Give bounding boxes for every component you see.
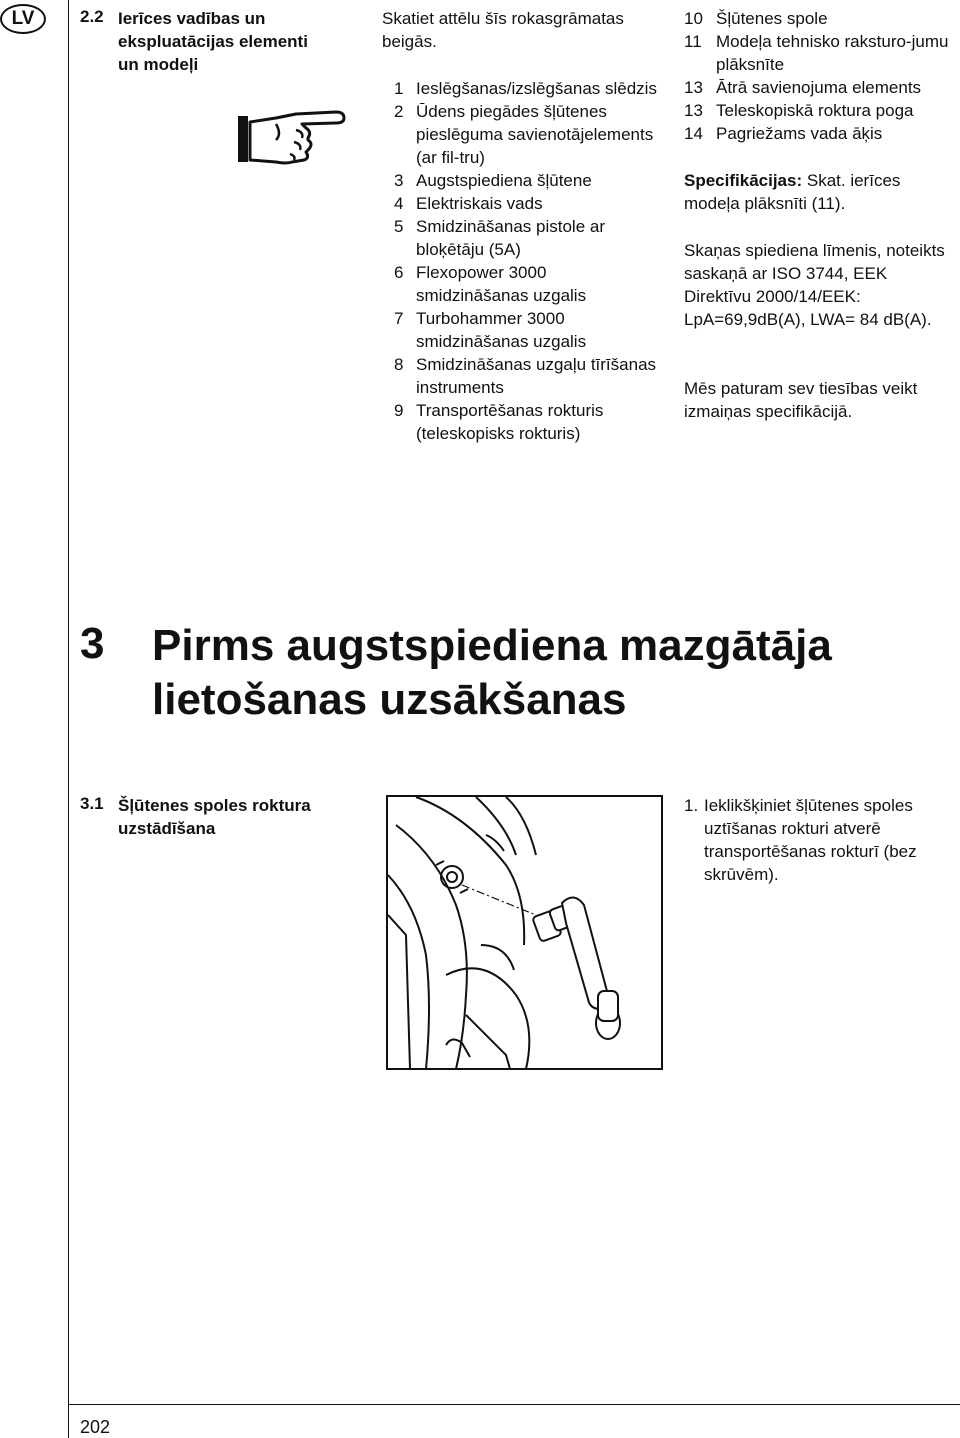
specifications-paragraph <box>684 169 954 215</box>
pointing-hand-icon <box>236 110 346 166</box>
list-item: 10 Šļūtenes spole <box>684 9 828 28</box>
left-margin-rule <box>68 0 69 1438</box>
footer-rule <box>68 1404 960 1405</box>
list-item: 4 Elektriskais vads <box>394 194 543 213</box>
section-title: Šļūtenes spoles roktura uzstādīšana <box>118 796 311 838</box>
hose-reel-handle-illustration <box>386 795 663 1070</box>
list-item: 11 Modeļa tehnisko raksturo-jumu plāksnīte <box>684 32 949 74</box>
step-number: 1. <box>684 796 699 815</box>
step-1 <box>684 794 954 886</box>
intro-text: Skatiet attēlu šīs rokasgrāmatas beigās. <box>382 9 624 51</box>
language-badge: LV <box>0 4 46 34</box>
rights-paragraph: Mēs paturam sev tiesības veikt izmaiņas specifikācijā. <box>684 379 918 421</box>
section-number: 2.2 <box>80 7 104 26</box>
list-item: 2 Ūdens piegādes šļūtenes pieslēguma savienotājelements (ar fil-tru) <box>394 102 654 167</box>
section-title: Ierīces vadības un ekspluatācijas elementi un modeļi <box>118 9 308 74</box>
list-item: 7 Turbohammer 3000 smidzināšanas uzgalis <box>394 309 587 351</box>
list-item: 13 Teleskopiskā roktura poga <box>684 101 914 120</box>
spec-text: Skat. ierīces modeļa plāksnīti (11). <box>684 171 901 213</box>
chapter-title: Pirms augstspiediena mazgātāja lietošanas uzsākšanas <box>152 621 832 724</box>
list-item: 5 Smidzināšanas pistole ar bloķētāju (5A) <box>394 217 605 259</box>
list-item: 9 Transportēšanas rokturis (teleskopisks rokturis) <box>394 401 604 443</box>
step-text: Ieklikšķiniet šļūtenes spoles uztīšanas rokturi atverē transportēšanas rokturī (bez skrūvēm). <box>704 796 917 884</box>
page-number: 202 <box>80 1417 111 1437</box>
list-item: 14 Pagriežams vada āķis <box>684 124 883 143</box>
list-item: 3 Augstspiediena šļūtene <box>394 171 592 190</box>
list-item: 8 Smidzināšanas uzgaļu tīrīšanas instruments <box>394 355 657 397</box>
parts-list-1 <box>394 77 662 445</box>
list-item: 1 Ieslēgšanas/izslēgšanas slēdzis <box>394 79 657 98</box>
parts-list-2 <box>684 7 956 145</box>
list-item: 6 Flexopower 3000 smidzināšanas uzgalis <box>394 263 587 305</box>
noise-level-paragraph: Skaņas spiediena līmenis, noteikts saskaņā ar ISO 3744, EEK Direktīvu 2000/14/EEK: LpA=69,9dB(A), LWA= 84 dB(A). <box>684 241 945 329</box>
list-item: 13 Ātrā savienojuma elements <box>684 78 922 97</box>
chapter-number: 3 <box>80 619 105 668</box>
spec-label: Specifikācijas: <box>684 171 803 190</box>
section-number: 3.1 <box>80 794 104 813</box>
